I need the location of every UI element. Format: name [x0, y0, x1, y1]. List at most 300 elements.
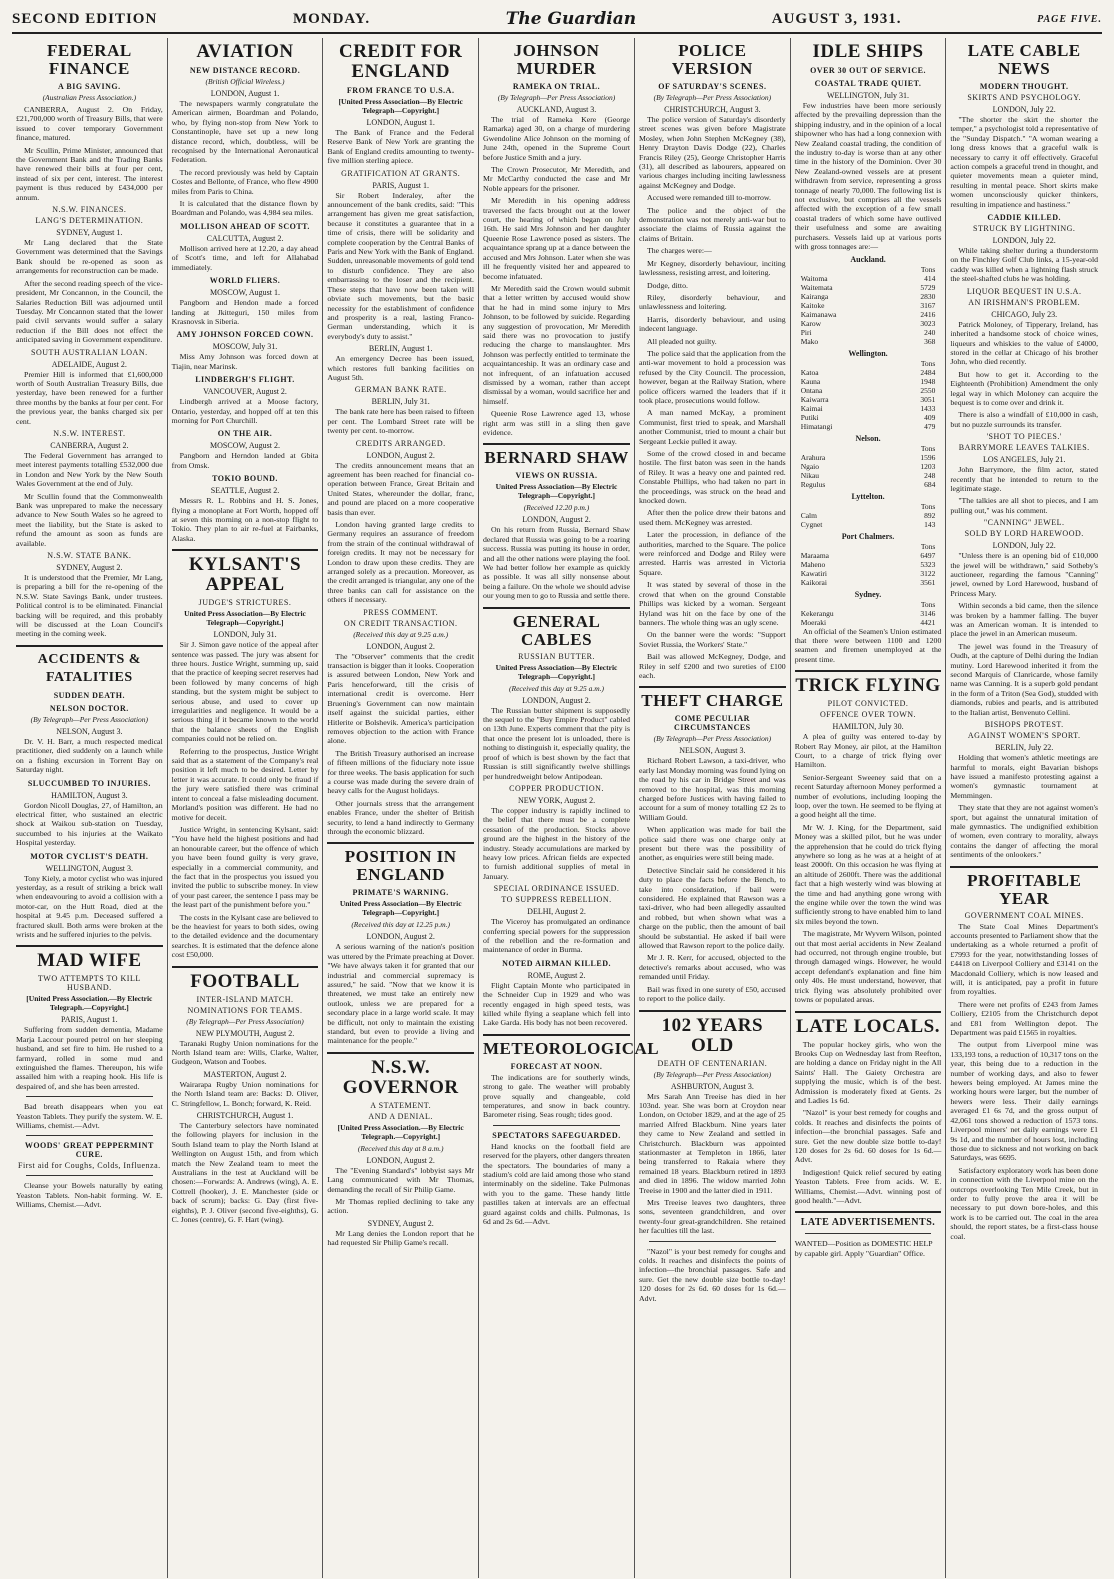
- dateline: SYDNEY, August 1.: [56, 228, 123, 238]
- ship-row: [795, 569, 942, 578]
- article-paragraph: Pangborn and Herndon landed at Gbita from Omsk.: [171, 451, 319, 470]
- ship-name: Kaikorai: [800, 577, 827, 587]
- article-paragraph: Miss Amy Johnson was forced down at Tiajin, near Marinsk.: [171, 352, 319, 371]
- ship-name: Waitoma: [800, 273, 828, 283]
- ship-tonnage: 2484: [920, 367, 936, 377]
- subhead: BISHOPS PROTEST.: [984, 720, 1064, 730]
- subhead: CADDIE KILLED.: [987, 213, 1062, 223]
- headline-accidents: ACCIDENTS & FATALITIES: [37, 651, 141, 685]
- ship-row: [795, 404, 942, 413]
- ship-name: Maheno: [800, 559, 826, 569]
- divider: [795, 670, 942, 672]
- headline-federal-finance: FEDERAL FINANCE: [46, 41, 132, 78]
- article-paragraph: An emergency Decree has been issued, which restores full banking facilities on August 5th.: [327, 354, 475, 382]
- ship-row: [795, 310, 942, 319]
- ship-row: [795, 511, 942, 520]
- dateline: LONDON, August 1.: [210, 89, 280, 98]
- article-paragraph: The costs in the Kylsant case are believed to be the heaviest for years to both sides, owing to the detailed evidence and the documentary searches. It is estimated that the defence alone cost £50,000.: [171, 912, 319, 960]
- article-paragraph: Mr Meredith said the Crown would submit that a letter written by accused would show that he had in mind some injury to Mrs Johnson, to be followed by suicide. Regarding any suggestion of provocation, Mr Meredith said there was no provocation to justify reducing the charge to manslaughter. Mrs Johnson was perfectly entitled to terminate the acquaintanceship. It was an ordinary case and not infrequent, of an infatuation accused dismissed by a woman, rather than accept dismissal by a woman, would sacrifice her and himself.: [483, 283, 631, 406]
- ship-row: [795, 319, 942, 328]
- ship-tonnage: 248: [924, 470, 936, 480]
- article-paragraph: Satisfactory exploratory work has been done in connection with the Liverpool mine on the outcrops overlooking Ten Mile Creek, but in order to fully prove the area it will be necessary to put down bore-holes, and this work is to be carried out. The coal in the area should, the report states, be a first-class house coal.: [950, 1165, 1099, 1241]
- subhead: SUDDEN DEATH.: [53, 690, 125, 700]
- article-paragraph: Mollison arrived here at 12.20, a day ahead of Scott's time, and left for Allahabad immediately.: [171, 243, 319, 272]
- ship-tonnage: 3561: [920, 577, 936, 587]
- article-paragraph: John Barrymore, the film actor, stated recently that he intended to return to the legitimate stage.: [950, 465, 1099, 493]
- dateline: PARIS, August 1.: [372, 180, 429, 190]
- article-paragraph: On his return from Russia, Bernard Shaw declared that Russia was going to be a roaring success. Russia was putting its house in order, and all the other nations were playing the fool. We had better follow her example as quickly as possible. It was all silly nonsense about being a failure. On the whole we should advise our young men to go to Russia and settle there.: [483, 525, 631, 601]
- ship-tonnage: 240: [924, 327, 936, 337]
- ship-tonnage: 892: [924, 510, 936, 520]
- headline-credit-for-england: CREDIT FOR ENGLAND: [338, 41, 463, 82]
- ship-row: [795, 560, 942, 569]
- tons-label: Tons: [920, 501, 936, 511]
- article-paragraph: Flight Captain Monte who participated in the Schneider Cup in 1929 and who was recently engaged in high speed tests, was killed while flying a seaplane which fell into Lake Garda. His body has not been recovered.: [483, 980, 631, 1028]
- article-paragraph: It is calculated that the distance flown by Boardman and Polando, was 4,984 sea miles.: [171, 199, 319, 218]
- column-3: [323, 38, 479, 1578]
- ship-tonnage: 2550: [920, 385, 936, 395]
- divider: [16, 945, 163, 947]
- ship-name: Nikau: [800, 470, 820, 480]
- ship-row: [795, 386, 942, 395]
- ship-name: Putiki: [800, 412, 819, 422]
- masthead: [12, 8, 1102, 34]
- subhead: ON THE AIR.: [217, 429, 273, 439]
- ship-tonnage: 3122: [920, 568, 936, 578]
- article-paragraph: The trial of Rameka Kere (George Ramarka) aged 30, on a charge of murdering Gwendoline Alice Johnson on the morning of June 24th, opened in the Supreme Court before Justice Smith and a jury.: [483, 115, 631, 162]
- subhead: TOKIO BOUND.: [212, 474, 278, 484]
- dateline: AUCKLAND, August 3.: [516, 105, 597, 114]
- article-paragraph: After then the police drew their batons and used them. McKegney was arrested.: [639, 508, 786, 527]
- tons-label: Tons: [920, 264, 936, 274]
- column-6: [791, 38, 947, 1578]
- article-paragraph: The Russian butter shipment is supposedly the sequel to the "Buy Empire Product" cabled on 13th June. Experts comment that the pity is that once the present lot is unloaded, there is nothing to distinguish it, especially quality, the proof of which is best shown by the fact that Russian is still significantly twelve shillings per hundredweight below Antipodean.: [483, 705, 631, 781]
- subhead: ON CREDIT TRANSACTION.: [343, 618, 458, 628]
- subhead: RAMEKA ON TRIAL.: [512, 82, 601, 91]
- column-7: [946, 38, 1102, 1578]
- subhead: NOMINATIONS FOR TEAMS.: [187, 1005, 303, 1015]
- dateline: VANCOUVER, August 2.: [203, 387, 287, 397]
- article-paragraph: "The talkies are all shot to pieces, and I am pulling out," was his comment.: [950, 496, 1099, 515]
- ship-tonnage: 1596: [920, 452, 936, 462]
- subhead: WORLD FLIERS.: [209, 276, 281, 286]
- ship-name: Kaimanawa: [800, 309, 837, 319]
- article-paragraph: Tony Kiely, a motor cyclist who was injured yesterday, as a result of striking a brick wall when endeavouring to avoid a collision with a motor-car, on the Hutt Road, died at the hospital at 9.45 p.m. Deceased suffered a fractured skull. Both arms were broken at the wrists and he suffered injuries to the pelvis.: [16, 873, 163, 939]
- ship-name: Kaimai: [800, 403, 823, 413]
- dateline: BERLIN, July 22.: [995, 743, 1054, 753]
- dateline: WELLINGTON, July 31.: [826, 91, 910, 100]
- subhead: SPECIAL ORDINANCE ISSUED.: [493, 884, 620, 894]
- article-paragraph: Mr Lang declared that the State Government was determined that the Savings Bank should be re-opened as soon as arrangements for reconstruction can be made.: [16, 238, 163, 276]
- advertisement: "Nazol" is your best remedy for coughs and colds. It reaches and disinfects the points of infection—the bronchial passages. Safe and sure. Get the new double size bottle to-day! 120 doses for 2s 6d. 60 doses for 1s 6d.—Advt.: [639, 1246, 786, 1303]
- subhead: SPECTATORS SAFEGUARDED.: [492, 1130, 621, 1140]
- article-paragraph: Mr Scullin found that the Commonwealth Bank was unprepared to make the necessary advance to New South Wales so he agreed to meet the liability, but the State is asked to refund the amount as soon as funds are available.: [16, 491, 163, 548]
- dateline: ROME, August 2.: [527, 970, 586, 980]
- advertisement: Cleanse your Bowels naturally by eating Yeaston Tablets. Non-habit forming. W. E. Williams, Chemist.—Advt.: [16, 1181, 163, 1210]
- article-paragraph: Premier Hill is informed that £1,600,000 worth of South Australian Treasury Bills, due yesterday, have been renewed for a further three months by the banks at four per cent. For the previous year, the banks charged six per cent.: [16, 369, 163, 426]
- headline-late-cable-news: LATE CABLE NEWS: [967, 41, 1081, 78]
- dateline: SYDNEY, August 2.: [56, 563, 123, 573]
- article-paragraph: Suffering from sudden dementia, Madame Marja Laccour poured petrol on her sleeping husband, and set fire to him. He rushed to a farmyard, rolled in some mud and extinguished the flames. Thereupon, his wife assailed him with a reaping hook. His life is despaired of, and she has been arrested.: [16, 1025, 163, 1091]
- source-line: United Press Association—By Electric Telegraph—Copyright.]: [495, 482, 618, 501]
- ship-row: [795, 618, 942, 627]
- dateline: ADELAIDE, August 2.: [51, 359, 127, 369]
- ship-name: Maraama: [800, 550, 830, 560]
- headline-aviation: AVIATION: [196, 41, 294, 62]
- divider: [483, 1034, 630, 1036]
- source-line: (Australian Press Association.): [42, 93, 137, 102]
- ship-row: [795, 480, 942, 489]
- column-5: [635, 38, 791, 1578]
- ship-row: [795, 395, 942, 404]
- source-line: United Press Association—By Electric Telegraph—Copyright.]: [495, 662, 618, 681]
- article-paragraph: Pangborn and Hendon made a forced landing at Jkitteguri, 150 miles from Krasnovsk in Siberia.: [171, 298, 319, 326]
- subhead: PRIMATE'S WARNING.: [352, 888, 449, 898]
- article-paragraph: The Crown Prosecutor, Mr Meredith, and Mr McCarthy conducted the case and Mr Noble appears for the prisoner.: [483, 165, 631, 193]
- headline-bernard-shaw: BERNARD SHAW: [484, 448, 629, 468]
- subhead: BARRYMORE LEAVES TALKIES.: [958, 443, 1090, 453]
- article-paragraph: Accused were remanded till to-morrow.: [647, 193, 771, 203]
- article-paragraph: A plea of guilty was entered to-day by Robert Ray Money, air pilot, at the Hamilton Court, to a charge of trick flying over Hamilton.: [794, 732, 942, 770]
- ship-row: [795, 368, 942, 377]
- article-paragraph: It was stated by several of those in the crowd that when on the ground Constable Phillips was kicked by a woman. Sergeant Hyland was hit on the face by one of the banners. The whole thing was an ugly scene.: [639, 580, 786, 627]
- dateline: SYDNEY, August 2.: [367, 1218, 434, 1228]
- ship-tonnage: 6497: [920, 550, 936, 560]
- divider: [950, 866, 1098, 868]
- article-paragraph: Few industries have been more seriously affected by the prevailing depression than the shipping industry, and in the opinion of a local shipowner who has had a long connexion with New Zealand coastal trading, the condition of the industry to-day is worse than at any other time in the history of the Dominion. Over 30 New Zealand-owned vessels are at present withdrawn from service, representing a gross tonnage of nearly 70,000. The following list is not exclusive, but comprises all the vessels affected with the exception of a few small coastal traders of which some have outlived their usefulness and some are awaiting purchasers. Vessels laid up at various ports with gross tonnages are:—: [794, 101, 942, 252]
- advertisement-tagline: First aid for Coughs, Colds, Influenza.: [18, 1161, 161, 1171]
- ship-name: Waitemata: [800, 282, 833, 292]
- headline-mad-wife: MAD WIFE: [37, 950, 142, 972]
- columns: [12, 38, 1102, 1578]
- source-line: (By Telegraph—Per Press Association): [186, 1016, 304, 1026]
- headline-102-years-old: 102 YEARS OLD: [661, 1014, 764, 1056]
- ship-tonnage: 1948: [920, 376, 936, 386]
- subhead: TWO ATTEMPTS TO KILL HUSBAND.: [37, 974, 141, 993]
- ship-row: [795, 328, 942, 337]
- article-paragraph: The "Observer" comments that the credit transaction is bigger than it looks. Cooperation is assured between London, New York and Paris henceforward, till the crisis of international credit is overcome. Herr Bruening's Government can now maintain itself against the suicidal parties, either Hitlerite or Bolshevik. America's participation removes objection to the action with France alone.: [327, 651, 475, 746]
- headline-position-in-england: POSITION IN ENGLAND: [344, 847, 457, 885]
- advertisement: Hand knocks on the football field are reserved for the players, other dangers threaten the spectators. The boundaries of many a stadium's cold are laid among those who stand interminably on the sideline. Take Pulmonas with you to the game. These handy little pastilles taken at intervals are an effectual guard against colds and chills. Pulmonas, 1s 6d and 2s 6d.—Advt.: [483, 1141, 631, 1227]
- article-paragraph: They state that they are not against women's sport, but against the unnatural imitation of male gymnastics. The undignified exhibition of women, even contrary to morality, always contains the danger of affecting the moral sentiments of the onlookers.": [950, 803, 1099, 860]
- dateline: LONDON, August 2.: [366, 932, 435, 942]
- ship-name: Katoa: [800, 367, 819, 377]
- ship-tonnage: 684: [924, 479, 936, 489]
- ship-row: [795, 520, 942, 529]
- article-paragraph: Some of the crowd closed in and became hostile. The first baton was seen in the hands of Riley. It was a heavy one and painted red. Constable Phillips, who had taken no part in the proceedings, was struck on the head and knocked down.: [639, 449, 786, 506]
- article-paragraph: There were net profits of £243 from James Colliery, £2105 from the Christchurch depot and £81 from Wellington depot. The Department was paid £1565 in royalties.: [950, 999, 1099, 1038]
- divider: [639, 686, 786, 688]
- ship-name: Arahura: [800, 452, 826, 462]
- article-paragraph: Mr Kegney, disorderly behaviour, inciting lawlessness, resisting arrest, and loitering.: [639, 258, 786, 278]
- tons-label: Tons: [920, 443, 936, 453]
- ship-tonnage: 409: [924, 412, 936, 422]
- article-paragraph: All pleaded not guilty.: [647, 336, 717, 346]
- divider: [483, 443, 630, 445]
- subhead: JUDGE'S STRICTURES.: [198, 598, 292, 608]
- article-paragraph: Later the procession, in defiance of the authorities, marched to the Square. The police were reinforced and Dodge and Riley were arrested. Harris was arrested in Victoria Square.: [639, 530, 786, 577]
- subhead: "CANNING" JEWEL.: [983, 518, 1065, 528]
- article-paragraph: Richard Robert Lawson, a taxi-driver, who early last Monday morning was found lying on the road by his car in Bridge Street and was removed to the hospital, was this morning charged before Justices with having failed to account for a sum of money totalling £2 2s to William Gould.: [639, 756, 786, 822]
- subhead: NOTED AIRMAN KILLED.: [502, 958, 611, 968]
- column-2: [168, 38, 324, 1578]
- article-paragraph: Bail was fixed in one surety of £50, accused to report to the police daily.: [639, 984, 786, 1004]
- port-heading: Port Chalmers.: [841, 531, 895, 541]
- advertisement-heading: WOODS' GREAT PEPPERMINT CURE.: [24, 1141, 154, 1160]
- subhead: GERMAN BANK RATE.: [354, 385, 447, 395]
- article-paragraph: Queenie Rose Lawrence aged 13, whose right arm was still in a sling then gave evidence.: [483, 409, 631, 437]
- article-paragraph: After the second reading speech of the vice-president, Mr Concannon, in the Council, the Salaries Reduction Bill was adjourned until Tuesday. Mr Concannon stated that the lower paid civil servants would suffer a salary reduction if the Bill does not effect the anticipated saving in Government expenditure.: [16, 278, 163, 345]
- divider: [483, 607, 630, 609]
- subhead: LIQUOR BEQUEST IN U.S.A.: [966, 286, 1082, 296]
- dateline: ASHBURTON, August 3.: [670, 1081, 754, 1091]
- headline-idle-ships: IDLE SHIPS: [812, 41, 924, 62]
- dateline: LONDON, August 2.: [522, 515, 591, 525]
- subhead: AMY JOHNSON FORCED COWN.: [176, 330, 314, 340]
- source-line: (British Official Wireless.): [205, 77, 285, 86]
- article-paragraph: But how to get it. According to the Eighteenth (Prohibition) Amendment the only legal way in which Moloney can acquire the bequest is to come over and drink it.: [950, 369, 1099, 407]
- ship-row: [795, 292, 942, 301]
- headline-theft-charge: THEFT CHARGE: [641, 691, 784, 711]
- article-paragraph: The police and the object of the demonstration was not merely anti-war but to associate the claims of Russia against the claims of Britain.: [639, 205, 786, 243]
- article-paragraph: The British Treasury authorised an increase of fifteen millions of the fiduciary note issue for three weeks. The basis application for such a course was made during the severe drain of heavy calls for the August holidays.: [327, 748, 475, 796]
- article-paragraph: The Canterbury selectors have nominated the following players for inclusion in the South Island team to play the North Island at Wellington on August 15th, and from which match the New Zealand team to meet the Australians in the test at Auckland will be chosen:—Forwards: A. Andrews (wing), A. E. Cottrell (hooker), J. E. Manchester (side or back of scrum); backs: G. Day (first five-eighths), P. J. Oliver (second five-eighths), G. C. Jones (centre), G. F. Hart (wing).: [171, 1121, 319, 1225]
- dateline: CHRISTCHURCH, August 3.: [664, 105, 761, 114]
- source-line: (By Telegraph—Per Press Association): [497, 93, 616, 102]
- headline-kylsant: KYLSANT'S APPEAL: [188, 554, 302, 596]
- dateline: BERLIN, August 1.: [368, 344, 433, 354]
- subhead: FROM FRANCE TO U.S.A.: [346, 86, 455, 95]
- article-paragraph: The police said that the application from the anti-war movement to hold a procession was refused by the City Council. The procession, however, began at the Railway Station, where police officers warned the leaders that if it took place, prosecutions would follow.: [639, 348, 786, 405]
- subhead: RUSSIAN BUTTER.: [518, 651, 595, 661]
- divider: [649, 1241, 776, 1242]
- article-paragraph: Riley, disorderly behaviour, and unlawlessness and loitering.: [639, 292, 786, 312]
- divider: [327, 1052, 474, 1054]
- source-line: (Received this day at 12.25 p.m.): [351, 920, 451, 930]
- source-line: (By Telegraph—Per Press Association): [30, 714, 149, 724]
- headline-meteorological: METEOROLOGICAL: [483, 1038, 660, 1058]
- headline-late-advertisements: LATE ADVERTISEMENTS.: [800, 1217, 936, 1229]
- divider: [327, 842, 474, 844]
- subhead: N.S.W. STATE BANK.: [47, 551, 132, 561]
- subhead: OF SATURDAY'S SCENES.: [658, 82, 767, 91]
- article-paragraph: London having granted large credits to Germany requires an assurance of freedom from the strain of the continual withdrawal of foreign credits. It may not be necessary for London to draw upon these credits. They are arranged solely as a precaution. Moreover, as the credit arranged is triangular, any one of the three banks can call for assistance on the others if necessary.: [327, 520, 475, 605]
- article-paragraph: Sir Robert Inderaley, after the announcement of the bank credits, said: "This arrangement has given me great satisfaction, because it constitutes a guarantee that in a time of crisis, there will be solidarity and complete cooperation by the Central Banks of Paris and New York with the Bank of England. Sudden, unreasonable movements of gold tend to disturb confidence. They are also embarrassing to the loser and the recipient. These steps that have now been taken will obviate such movements, but the basic necessity for the establishment of confidence and prosperity is a real, lasting Franco-German understanding, which it is everybody's duty to assist.": [327, 190, 475, 341]
- dateline: LONDON, August 1.: [366, 118, 435, 127]
- article-paragraph: Mr J. R. Kerr, for accused, objected to the detective's remarks about accused, who was remanded until Friday.: [639, 953, 786, 982]
- ship-tonnage: 1203: [920, 461, 936, 471]
- article-paragraph: Senior-Sergeant Sweeney said that on a recent Saturday afternoon Money performed a number of evolutions, including looping the loop, over the town. He seemed to be flying at a good height all the time.: [794, 772, 942, 820]
- ship-row: [795, 283, 942, 292]
- article-paragraph: The newspapers warmly congratulate the American airmen, Boardman and Polando, who, by flying non-stop from New York to Constantinople, have set up a new long distance record, which, doubtless, will be recognised by the International Aeronautical Federation.: [171, 99, 319, 165]
- ship-row: [795, 422, 942, 431]
- subhead: MODERN THOUGHT.: [979, 82, 1069, 91]
- dateline: LONDON, July 31.: [213, 630, 277, 640]
- headline-profitable-year: PROFITABLE YEAR: [967, 870, 1082, 908]
- source-line: (By Telegraph—Per Press Association): [653, 93, 772, 102]
- subhead: DEATH OF CENTENARIAN.: [657, 1058, 768, 1068]
- ship-name: Moeraki: [800, 617, 827, 627]
- subhead: SKIRTS AND PSYCHOLOGY.: [967, 93, 1082, 102]
- dateline: HAMILTON, July 30.: [832, 722, 904, 732]
- article-paragraph: The Viceroy has promulgated an ordinance conferring special powers for the suppression of the rebellion and the re-formation and maintenance of order in Burma.: [483, 917, 631, 955]
- dateline: NEW YORK, August 2.: [517, 795, 596, 805]
- subhead: NELSON DOCTOR.: [49, 703, 129, 713]
- article-paragraph: Dodge, ditto.: [647, 280, 688, 290]
- divider: [16, 645, 163, 647]
- subhead: COPPER PRODUCTION.: [509, 783, 604, 793]
- source-line: United Press Association—By Electric Telegraph—Copyright.]: [339, 899, 462, 918]
- source-line: (Received this day at 9.25 a.m.): [509, 683, 604, 693]
- port-heading: Auckland.: [850, 254, 886, 264]
- ship-name: Mako: [800, 336, 819, 346]
- article-paragraph: The indications are for southerly winds, strong to gale. The weather will probably prove squally and changeable, cold temperatures, and snow in back country. Barometer rising. Seas rough; tides good.: [483, 1072, 631, 1120]
- ship-tonnage: 1433: [920, 403, 936, 413]
- port-heading: Sydney.: [854, 589, 882, 599]
- ship-name: Calm: [800, 510, 817, 520]
- dateline: LONDON, August 2.: [366, 450, 435, 460]
- tons-label: Tons: [920, 599, 936, 609]
- issue-date: AUGUST 3, 1931.: [771, 10, 902, 27]
- subhead: A BIG SAVING.: [58, 82, 121, 91]
- subhead: INTER-ISLAND MATCH.: [196, 994, 294, 1004]
- article-paragraph: Lindbergh arrived at a Moose factory, Ontario, yesterday, and hopped off at ten this morning for Port Churchill.: [171, 397, 319, 425]
- ship-row: [795, 453, 942, 462]
- article-paragraph: The output from Liverpool mine was 133,193 tons, a reduction of 10,317 tons on the year, this being due to a reduction in the number of working days, and also to fewer hewers being employed. At James mine the working hours were larger, but the number of hewers were less. Their daily earnings averaged £1 6s 7d, and the gross output of 42,061 tons showed a reduction of 1573 tons. Liverpool miners' net daily earnings were £1 9s 1d, and the number of hours lost, including those due to sickness and not working on back Saturdays, was 6695.: [950, 1040, 1099, 1163]
- article-paragraph: CANBERRA, August 2. On Friday, £21,700,000 worth of Treasury Bills, that were issued to cover temporary Government finance, matured.: [16, 105, 163, 143]
- dateline: SEATTLE, August 2.: [210, 486, 280, 496]
- advertisement: "Nazol" is your best remedy for coughs and colds. It reaches and disinfects the points of infection—the bronchial passages. Safe and sure. Get the new double size bottle to-day! 120 doses for 2s 6d. 60 doses for 1s 6d.—Advt.: [794, 1108, 942, 1165]
- article-paragraph: Patrick Moloney, of Tipperary, Ireland, has inherited a handsome stock of choice wines, liqueurs and whiskies to the value of £4000, stored in the cellar at Chicago of his brother John, who died recently.: [950, 319, 1099, 367]
- headline-late-locals: LATE LOCALS.: [796, 1015, 940, 1037]
- subhead: N.S.W. INTEREST.: [53, 428, 126, 438]
- dateline: CANBERRA, August 2.: [50, 440, 129, 450]
- article-paragraph: A man named McKay, a prominent Communist, first tried to speak, and Marshall another Communist, tried to mount a chair but Sergeant Leckie pulled it away.: [639, 408, 786, 446]
- divider: [26, 1135, 153, 1136]
- article-paragraph: Bail was allowed McKegney, Dodge, and Riley in self £200 and two sureties of £100 each.: [639, 652, 786, 680]
- ship-tonnage: 5729: [920, 282, 936, 292]
- ship-tonnage: 143: [924, 519, 936, 529]
- column-1: [12, 38, 168, 1578]
- subhead: COASTAL TRADE QUIET.: [814, 79, 922, 88]
- article-paragraph: Messrs R. L. Robbins and H. S. Jones, flying a monoplane at Fort Worth, hopped off at seven this morning on a non-stop flight to Tokio. They plan to air re-fuel at Fairbanks, Alaska.: [171, 496, 319, 543]
- ship-row: [795, 301, 942, 310]
- subhead: OFFENCE OVER TOWN.: [820, 710, 917, 720]
- ship-tonnage: 3051: [920, 394, 936, 404]
- article-paragraph: While taking shelter during a thunderstorm on the Finchley Golf Club links, a 15-year-old caddy was killed when a lightning flash struck the steel-shafted clubs he was holding.: [950, 246, 1099, 284]
- ship-tonnage: 2416: [920, 309, 936, 319]
- subhead: GOVERNMENT COAL MINES.: [964, 910, 1084, 920]
- subhead: AN IRISHMAN'S PROBLEM.: [968, 297, 1081, 307]
- dateline: CHRISTCHURCH, August 1.: [196, 1111, 294, 1121]
- article-paragraph: Gordon Nicoll Douglas, 27, of Hamilton, an electrical fitter, who sustained an electric shock at Waikou sub-station on Tuesday, succumbed to his injuries at the Waikato Hospital yesterday.: [16, 800, 163, 848]
- headline-nsw-governor: N.S.W. GOVERNOR: [342, 1056, 459, 1098]
- headline-general-cables: GENERAL CABLES: [512, 611, 601, 649]
- source-line: (Received 12.20 p.m.): [523, 503, 590, 513]
- ship-name: Kauna: [800, 376, 821, 386]
- subhead: AGAINST WOMEN'S SPORT.: [967, 731, 1081, 741]
- subhead: LINDBERGH'S FLIGHT.: [195, 375, 295, 385]
- dateline: NELSON, August 3.: [56, 726, 123, 736]
- article-paragraph: Harris, disorderly behaviour, and using indecent language.: [639, 314, 786, 334]
- dateline: LOS ANGELES, July 21.: [982, 455, 1066, 465]
- divider: [639, 1010, 786, 1012]
- ship-tonnage: 479: [924, 421, 936, 431]
- article-paragraph: The record previously was held by Captain Costes and Bellonte, of France, who flew 4900 miles from Paris to China.: [171, 167, 319, 196]
- article-paragraph: Mrs Sarah Ann Treeise has died in her 103nd. year. She was born at Croydon near London, on October 1829, and at the age of 25 married Alfred Blackburn. Nine years later they came to New Zealand and settled in Christchurch. Blackburn was appointed stationmaster at Templeton in 1866, later being transferred to Rakaia where they remained 18 years. Blackburn retired in 1893 and died in 1896. The widow married John Treeise in 1900 and the latter died in 1911.: [639, 1091, 786, 1195]
- headline-police-version: POLICE VERSION: [671, 41, 753, 78]
- subhead: GRATIFICATION AT GRANTS.: [341, 168, 461, 178]
- advertisement: Bad breath disappears when you eat Yeaston Tablets. They purify the system. W. E. Williams, chemist.—Advt.: [16, 1102, 163, 1131]
- ship-row: [795, 609, 942, 618]
- subhead: MOTOR CYCLIST'S DEATH.: [30, 851, 149, 861]
- ship-tonnage: 4421: [920, 617, 936, 627]
- dateline: BERLIN, July 31.: [371, 397, 430, 407]
- ship-tonnage: 3167: [920, 300, 936, 310]
- article-paragraph: Justice Wright, in sentencing Kylsant, said: "You have held the highest positions and had an honourable career, but the offence of which you have been found guilty is very grave, especially in a commercial community, and the fact that in the prospectus you issued you invited the public to subscribe money. In view of your past career, the sentence I pass may be the least part of the punishment before you.": [171, 824, 319, 910]
- dateline: LONDON, August 2.: [522, 695, 591, 705]
- subhead: OVER 30 OUT OF SERVICE.: [810, 66, 926, 75]
- article-paragraph: "The shorter the skirt the shorter the temper," a psychologist told a representative of the "Sunday Dispatch." "A woman wearing a long dress knows that a graceful walk is necessary to carry it off effectively. Graceful action compels a graceful trend in thought, and quieter movements mean a quieter mind, resulting in mental peace. Short skirts make women unconsciously quicker thinkers, resulting in impatience and hastiness.": [950, 115, 1099, 209]
- dateline: LONDON, July 22.: [992, 236, 1056, 246]
- divider: [172, 549, 319, 551]
- classified-advertisement: WANTED—Position as DOMESTIC HELP by capable girl. Apply "Guardian" Office.: [794, 1239, 933, 1258]
- dateline: CALCUTTA, August 2.: [206, 233, 284, 243]
- ship-name: Piri: [800, 327, 812, 337]
- dateline: LONDON, July 22.: [992, 105, 1056, 114]
- divider: [26, 1096, 153, 1097]
- advertisement: Indigestion! Quick relief secured by eating Yeaston Tablets. Free from acids. W. E. Williams, Chemist.—Advt. winning post of good health."—Advt.: [794, 1167, 942, 1205]
- article-paragraph: The magistrate, Mr Wyvern Wilson, pointed out that most aerial accidents in New Zealand had occurred, not through engine trouble, but through damaged wings. However, he would accept defendant's explanation and fine him only 40s. He must understand, however, that trick flying was absolutely prohibited over towns or populated areas.: [794, 929, 942, 1005]
- ship-row: [795, 377, 942, 386]
- ship-tonnage: 3146: [920, 608, 936, 618]
- tons-label: Tons: [920, 358, 936, 368]
- article-paragraph: The "Evening Standard's" lobbyist says Mr Lang communicated with Mr Thomas, demanding the recall of Sir Philip Game.: [327, 1165, 475, 1194]
- ship-tonnage: 3023: [920, 318, 936, 328]
- subhead: SOUTH AUSTRALIAN LOAN.: [31, 347, 148, 357]
- article-paragraph: "Unless there is an opening bid of £10,000 the jewel will be withdrawn," said Sotheby's auctioneer, regarding the famous "Canning" jewel, owned by Lord Harewood, husband of Princess Mary.: [950, 551, 1099, 598]
- port-heading: Lyttelton.: [851, 491, 885, 501]
- source-line: (Received this day at 9.25 a.m.): [353, 629, 449, 639]
- dateline: PARIS, August 1.: [61, 1015, 118, 1025]
- dateline: MOSCOW, August 2.: [210, 441, 280, 451]
- ship-row: [795, 413, 942, 422]
- subhead: N.S.W. FINANCES.: [52, 205, 127, 215]
- ship-name: Cygnet: [800, 519, 823, 529]
- source-line: (By Telegraph—Per Press Association): [653, 1069, 772, 1079]
- ship-tonnage-list: [795, 255, 942, 627]
- article-paragraph: Sir J. Simon gave notice of the appeal after sentence was passed. The jury was absent for three hours. Justice Wright, summing up, said that the practice of keeping secret reserves had been followed by many concerns of high standing, but the system might be subject to serious abuse, and used to cover up irregularities and negligence. It would be a serious thing if it became known to the world that the balance sheets of the English companies could not be relied on.: [171, 640, 319, 744]
- ship-row: [795, 471, 942, 480]
- article-paragraph: Taranaki Rugby Union nominations for the North Island team are: Wills, Clarke, Walter, Gudgeon, Watson and Toobes.: [171, 1038, 319, 1067]
- headline-trick-flying: TRICK FLYING: [795, 675, 941, 697]
- source-line: [United Press Association—By Electric Telegraph—Copyright.]: [338, 97, 463, 115]
- ship-tonnage: 5323: [920, 559, 936, 569]
- ship-row: [795, 551, 942, 560]
- ship-tonnage: 414: [924, 273, 936, 283]
- article-paragraph: The State Coal Mines Department's accounts presented to Parliament show that the undertaking as a whole returned a profit of £7993 for the year, notwithstanding losses of £4418 on Liverpool Colliery and £3141 on the Macdonald Colliery, which is now leased and will, it is anticipated, pay a profit in future from royalties.: [950, 921, 1099, 997]
- ship-name: Himatangi: [800, 421, 833, 431]
- article-paragraph: On the banner were the words: "Support Soviet Russia, the Workers' State.": [639, 630, 786, 649]
- source-line: United Press Association—By Electric Telegraph—Copyright.]: [184, 609, 306, 628]
- article-paragraph: The popular hockey girls, who won the Brooks Cup on Wednesday last from Reefton, are holding a dance on Friday night in the All Saints' Hall. The Gaiety Orchestra are supplying the music, which is of the best. Admission is moderately fixed at Gents. 2s and Ladies 1s 6d.: [794, 1039, 942, 1105]
- article-paragraph: When application was made for bail the police said there was one charge only at present but there was the possibility of another, as enquiries were still being made.: [639, 825, 786, 863]
- dateline: MOSCOW, July 31.: [212, 342, 278, 352]
- ship-name: Ngaio: [800, 461, 820, 471]
- dateline: MASTERTON, August 2.: [203, 1069, 287, 1079]
- source-line: (Received this day at 8 a.m.): [357, 1143, 444, 1153]
- dateline: WELLINGTON, August 3.: [45, 863, 134, 873]
